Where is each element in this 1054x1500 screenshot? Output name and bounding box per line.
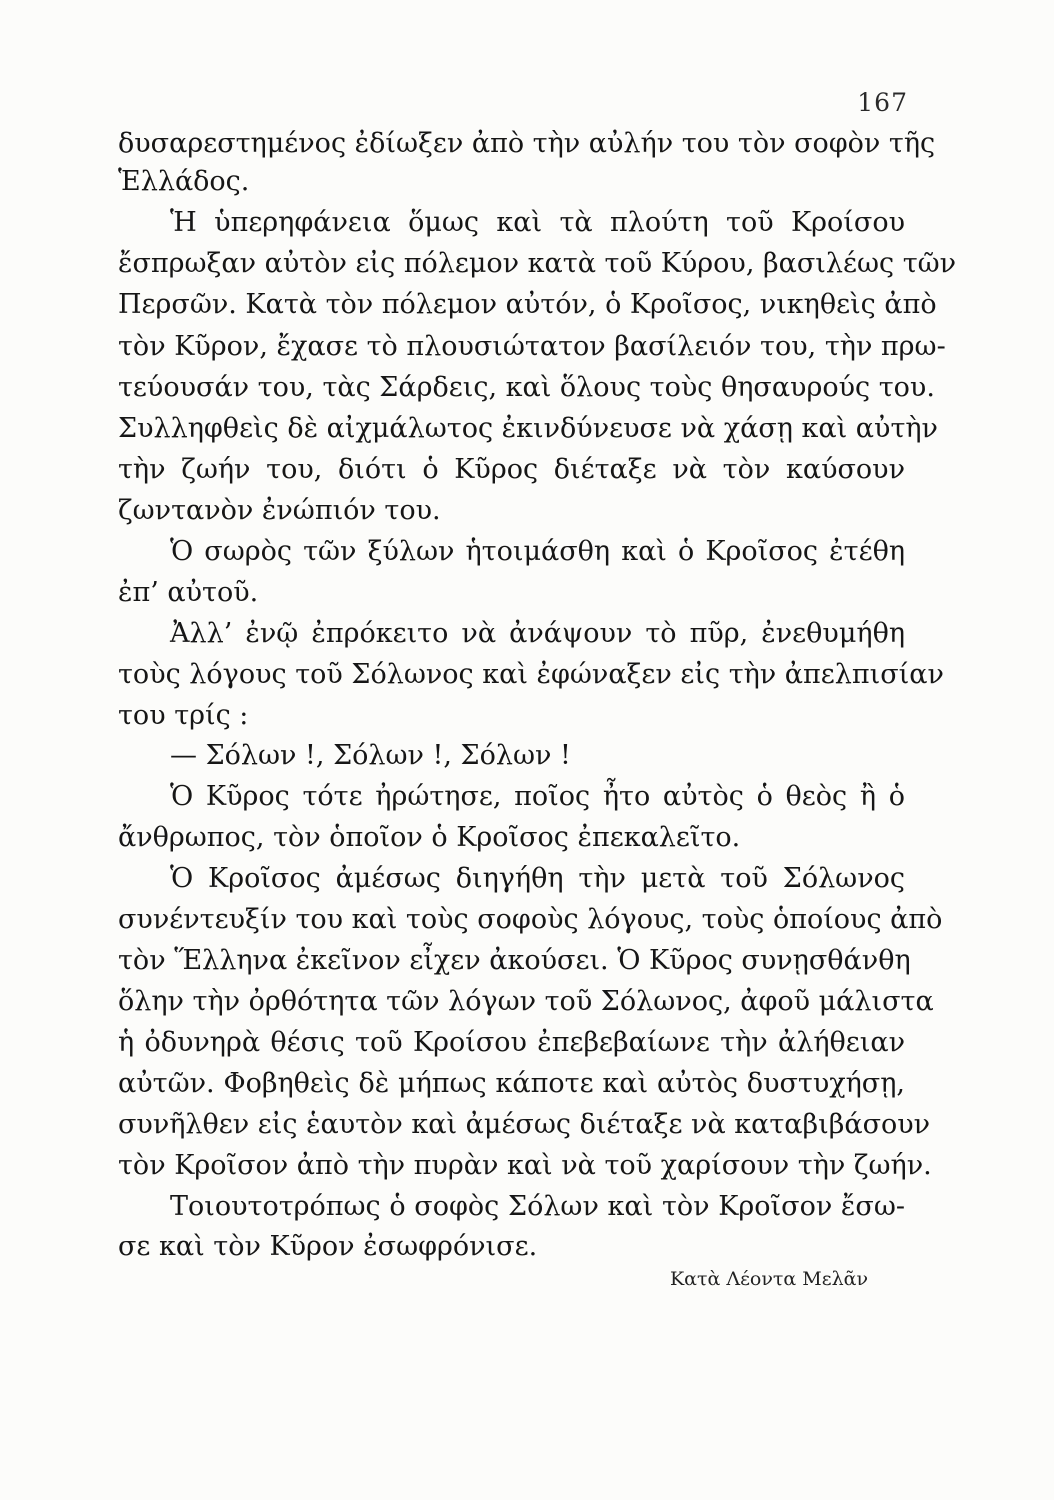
text-line: ὅλην τὴν ὀρθότητα τῶν λόγων τοῦ Σόλωνος, ἀφοῦ μάλιστα	[118, 986, 934, 1017]
text-line: τὸν Κροῖσον ἀπὸ τὴν πυρὰν καὶ νὰ τοῦ χαρίσουν τὴν ζωήν.	[118, 1150, 932, 1181]
text-line: τοὺς λόγους τοῦ Σόλωνος καὶ ἐφώναξεν εἰς τὴν ἀπελπισίαν	[118, 659, 944, 690]
text-line: του τρίς :	[118, 700, 249, 731]
text-line: Ἀλλ’ ἐνῷ ἐπρόκειτο νὰ ἀνάψουν τὸ πῦρ, ἐνεθυμήθη	[170, 618, 905, 649]
page-number: 167	[857, 88, 908, 117]
text-line: δυσαρεστημένος ἐδίωξεν ἀπὸ τὴν αὐλήν του τὸν σοφὸν τῆς	[118, 128, 936, 159]
author-attribution: Κατὰ Λέοντα Μελᾶν	[669, 1268, 868, 1290]
text-line: σε καὶ τὸν Κῦρον ἐσωφρόνισε.	[118, 1231, 538, 1262]
text-line: Ὁ σωρὸς τῶν ξύλων ἡτοιμάσθη καὶ ὁ Κροῖσος ἐτέθη	[170, 536, 905, 567]
text-line: ἐπ’ αὐτοῦ.	[118, 577, 259, 608]
text-line: ἡ ὀδυνηρὰ θέσις τοῦ Κροίσου ἐπεβεβαίωνε τὴν ἀλήθειαν	[118, 1027, 905, 1058]
text-line: Ἡ ὑπερηφάνεια ὅμως καὶ τὰ πλούτη τοῦ Κροίσου	[170, 207, 905, 238]
text-line: ἔσπρωξαν αὐτὸν εἰς πόλεμον κατὰ τοῦ Κύρου, βασιλέως τῶν	[118, 248, 957, 279]
text-line: ζωντανὸν ἐνώπιόν του.	[118, 495, 441, 526]
text-line: Ἑλλάδος.	[118, 166, 250, 197]
text-line: Ὁ Κροῖσος ἀμέσως διηγήθη τὴν μετὰ τοῦ Σόλωνος	[170, 863, 905, 894]
text-line: συνέντευξίν του καὶ τοὺς σοφοὺς λόγους, τοὺς ὁποίους ἀπὸ	[118, 904, 943, 935]
text-line: τὴν ζωήν του, διότι ὁ Κῦρος διέταξε νὰ τὸν καύσουν	[118, 454, 905, 485]
text-line: τεύουσάν του, τὰς Σάρδεις, καὶ ὅλους τοὺς θησαυρούς του.	[118, 372, 935, 403]
text-line: Συλληφθεὶς δὲ αἰχμάλωτος ἐκινδύνευσε νὰ χάσῃ καὶ αὐτὴν	[118, 413, 938, 444]
text-line: τὸν Κῦρον, ἔχασε τὸ πλουσιώτατον βασίλειόν του, τὴν πρω-	[118, 331, 946, 362]
text-line: αὐτῶν. Φοβηθεὶς δὲ μήπως κάποτε καὶ αὐτὸς δυστυχήσῃ,	[118, 1068, 905, 1099]
text-line: — Σόλων !, Σόλων !, Σόλων !	[170, 740, 571, 771]
text-line: συνῆλθεν εἰς ἑαυτὸν καὶ ἀμέσως διέταξε νὰ καταβιβάσουν	[118, 1109, 931, 1140]
text-line: ἄνθρωπος, τὸν ὁποῖον ὁ Κροῖσος ἐπεκαλεῖτο.	[118, 822, 741, 853]
text-line: Τοιουτοτρόπως ὁ σοφὸς Σόλων καὶ τὸν Κροῖσον ἔσω-	[170, 1191, 905, 1222]
text-line: τὸν Ἕλληνα ἐκεῖνον εἶχεν ἀκούσει. Ὁ Κῦρος συνῃσθάνθη	[118, 945, 911, 976]
text-line: Περσῶν. Κατὰ τὸν πόλεμον αὐτόν, ὁ Κροῖσος, νικηθεὶς ἀπὸ	[118, 289, 937, 320]
text-line: Ὁ Κῦρος τότε ἠρώτησε, ποῖος ἦτο αὐτὸς ὁ θεὸς ἢ ὁ	[170, 781, 905, 812]
